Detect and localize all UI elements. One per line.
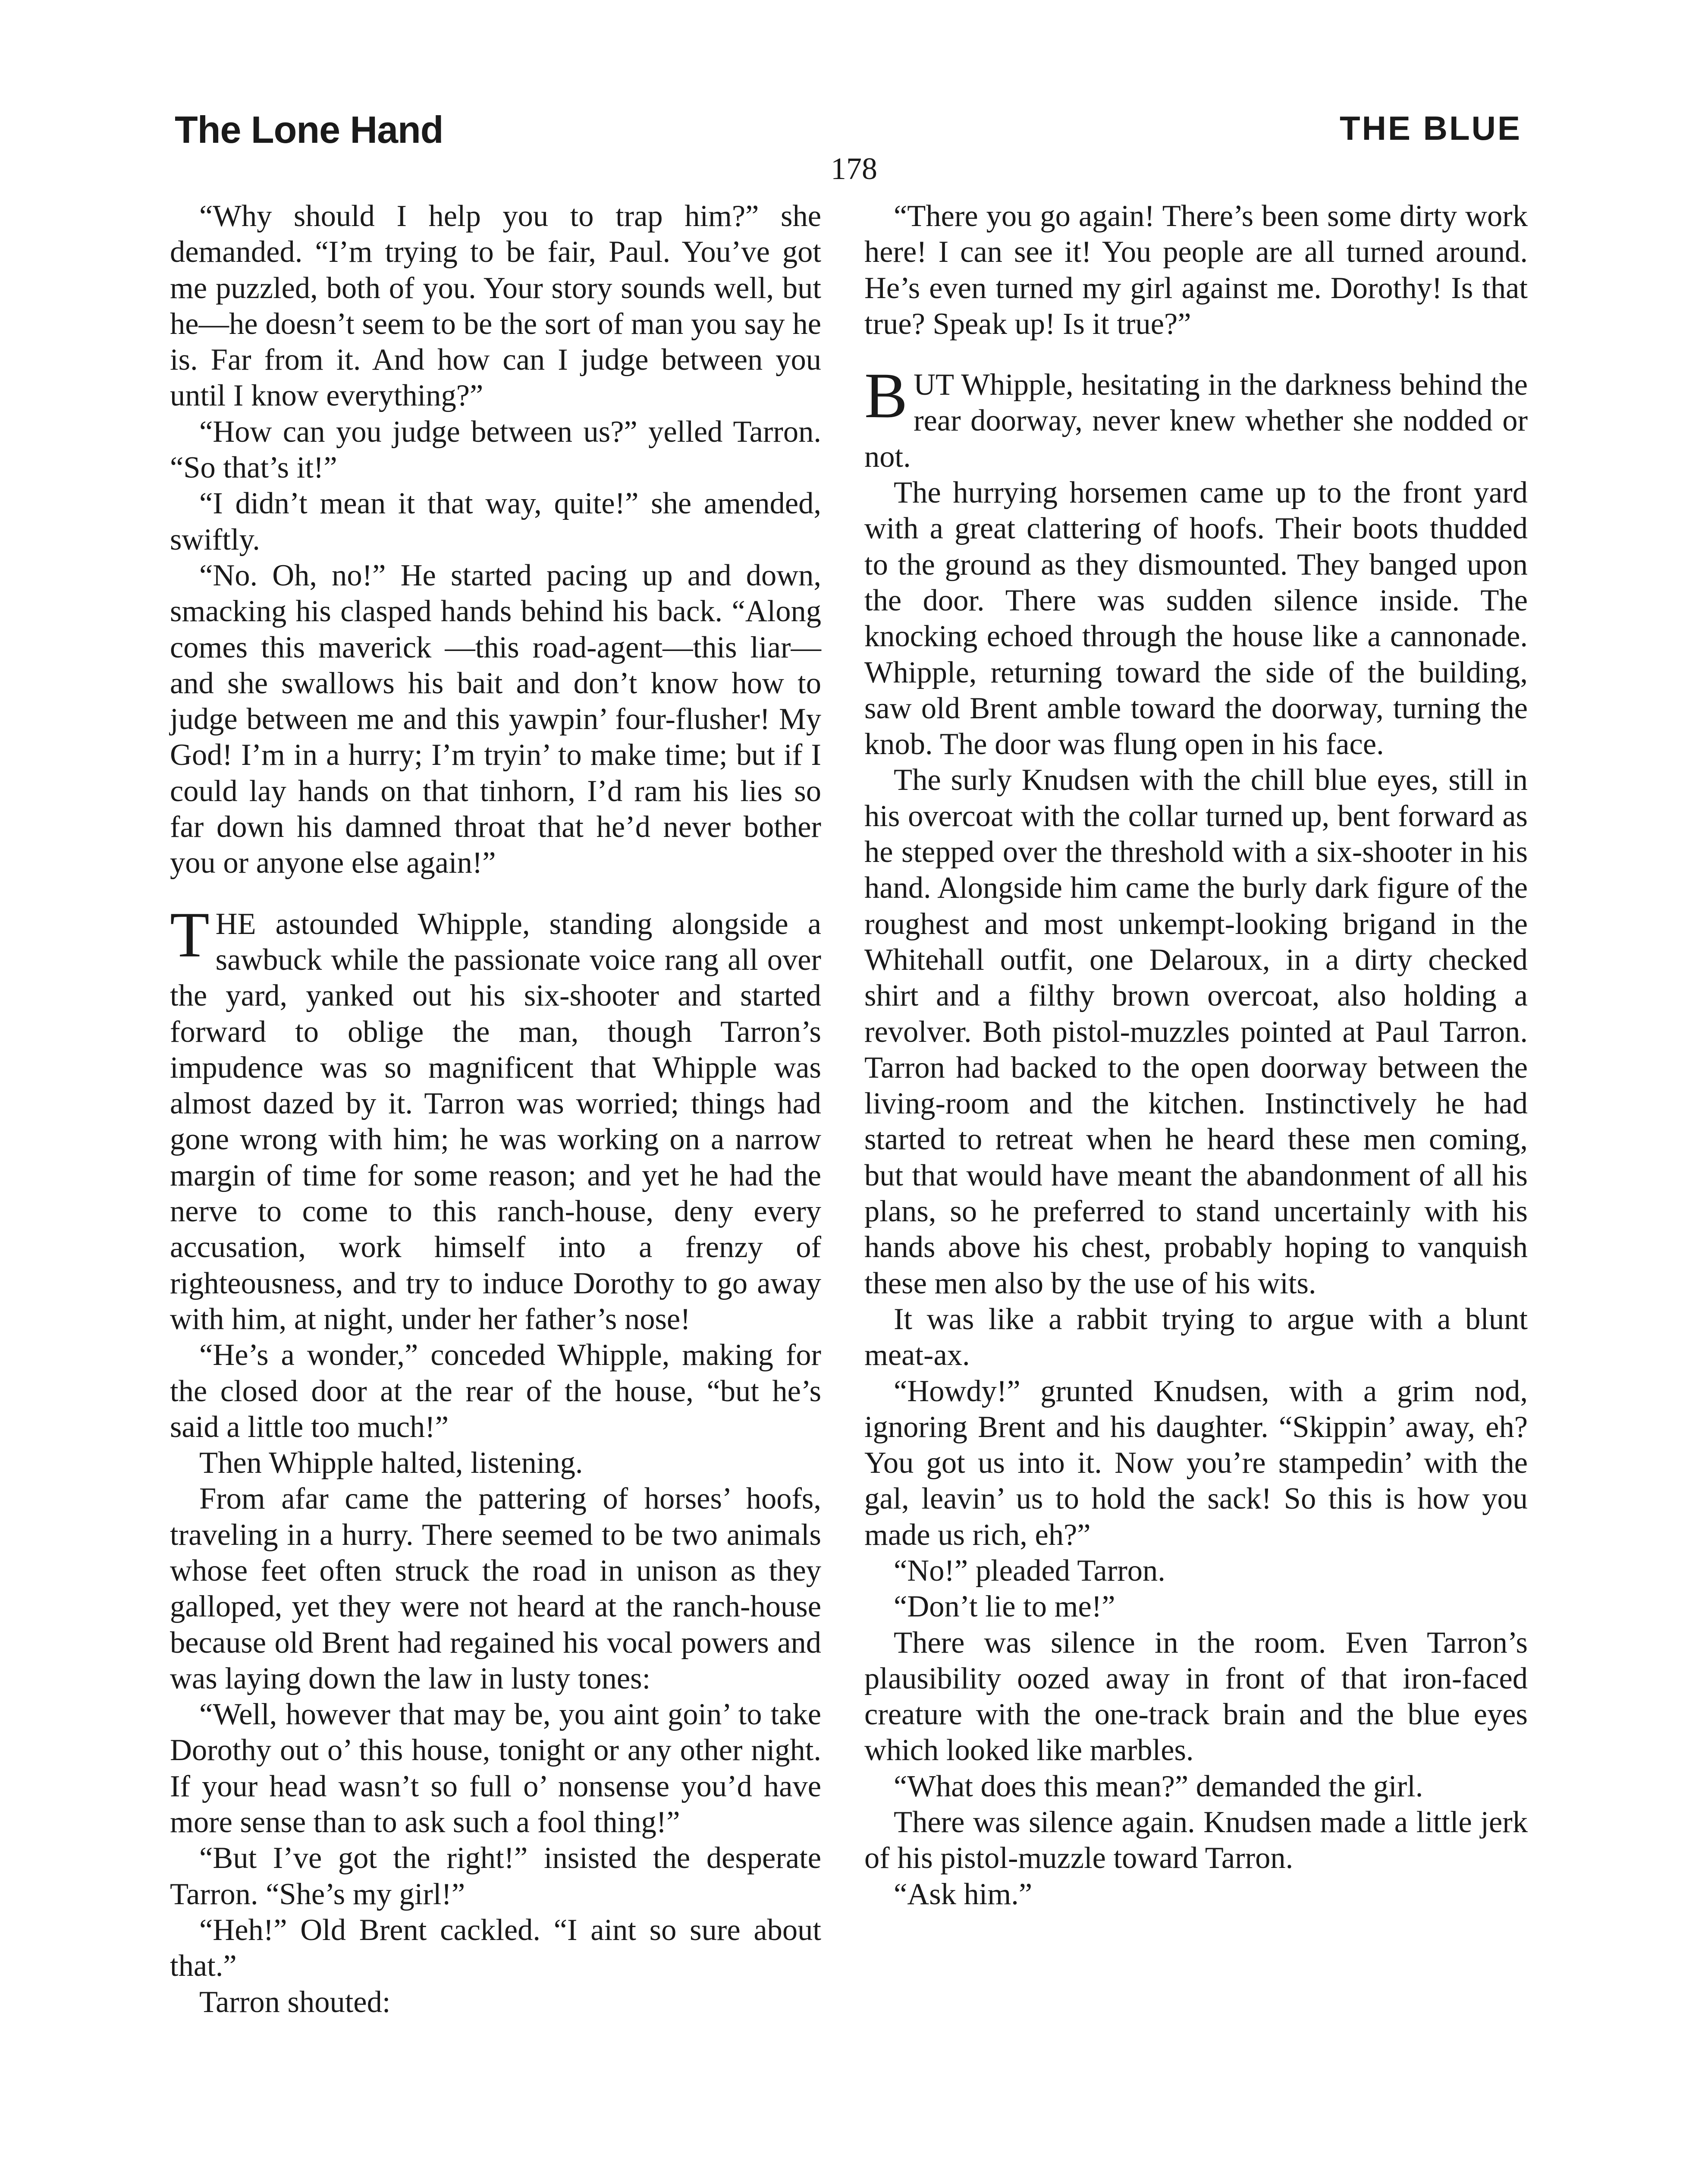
paragraph: “Howdy!” grunted Knudsen, with a grim nod, ignoring Brent and his daughter. “Skippin’ away, eh? You got us into it. Now you’re stampedin’ with the gal, leavin’ us to hold the sack! So this is how you made us rich, eh?” <box>864 1374 1528 1552</box>
paragraph: The surly Knudsen with the chill blue eyes, still in his overcoat with the collar turned up, bent forward as he stepped over the threshold with a six-shooter in his hand. Alongside him came the burly dark figure of the roughest and most unkempt-looking brigand in the Whitehall outfit, one Delaroux, in a dirty checked shirt and a filthy brown overcoat, also holding a revolver. Both pistol-muzzles pointed at Paul Tarron. Tarron had backed to the open doorway between the living-room and the kitchen. Instinctively he had started to retreat when he heard these men coming, but that would have meant the abandonment of all his plans, so he preferred to stand uncertainly with his hands above his chest, probably hoping to vanquish these men also by the use of his wits. <box>864 763 1528 1300</box>
paragraph: “But I’ve got the right!” insisted the desperate Tarron. “She’s my girl!” <box>170 1841 821 1911</box>
paragraph: From afar came the pattering of horses’ hoofs, traveling in a hurry. There seemed to be two animals whose feet often struck the road in unison as they galloped, yet they were not heard at the ranch-house because old Brent had regained his vocal powers and was laying down the law in lusty tones: <box>170 1482 821 1695</box>
paragraph: “How can you judge between us?” yelled Tarron. “So that’s it!” <box>170 415 821 485</box>
paragraph: “I didn’t mean it that way, quite!” she amended, swiftly. <box>170 487 821 557</box>
paragraph-text: HE astounded Whipple, standing alongside a sawbuck while the passionate voice rang all over the yard, yanked out his six-shooter and started forward to oblige the man, though Tarron’s impudence was so magnificent that Whipple was almost dazed by it. Tarron was worried; things had gone wrong with him; he was working on a narrow margin of time for some reason; and yet he had the nerve to come to this ranch-house, deny every accusation, work himself into a frenzy of righteousness, and try to induce Dorothy to go away with him, at night, under her father’s nose! <box>170 907 821 1336</box>
paragraph: Then Whipple halted, listening. <box>199 1446 583 1480</box>
section-paragraph <box>170 899 821 1338</box>
paragraph: “Heh!” Old Brent cackled. “I aint so sure about that.” <box>170 1913 821 1983</box>
paragraph: The hurrying horsemen came up to the front yard with a great clattering of hoofs. Their boots thudded to the ground as they dismounted. They banged upon the door. There was sudden silence inside. The knocking echoed through the house like a cannonade. Whipple, returning toward the side of the building, saw old Brent amble toward the doorway, turning the knob. The door was flung open in his face. <box>864 476 1528 761</box>
paragraph: There was silence in the room. Even Tarron’s plausibility oozed away in front of that iron-faced creature with the one-track brain and the blue eyes which looked like marbles. <box>864 1626 1528 1767</box>
section-paragraph <box>864 360 1528 475</box>
paragraph: It was like a rabbit trying to argue with a blunt meat-ax. <box>864 1302 1528 1372</box>
paragraph: “Don’t lie to me!” <box>894 1590 1115 1624</box>
paragraph: “No. Oh, no!” He started pacing up and down, smacking his clasped hands behind his back. “Along comes this maverick —this road-agent—this liar—and she swallows his bait and don’t know how to judge between me and this yawpin’ four-flusher! My God! I’m in a hurry; I’m tryin’ to make time; but if I could lay hands on that tinhorn, I’d ram his lies so far down his damned throat that he’d never bother you or anyone else again!” <box>170 558 821 880</box>
magazine-title: The Lone Hand <box>175 108 443 151</box>
drop-cap: T <box>170 899 210 971</box>
paragraph: “What does this mean?” demanded the girl. <box>894 1769 1423 1803</box>
paragraph-text: UT Whipple, hesitating in the darkness behind the rear doorway, never knew whether she nodded or not. <box>864 368 1528 474</box>
paragraph: “Ask him.” <box>894 1877 1033 1911</box>
story-title: THE BLUE <box>1340 109 1522 147</box>
paragraph: There was silence again. Knudsen made a little jerk of his pistol-muzzle toward Tarron. <box>864 1805 1528 1875</box>
paragraph: “No!” pleaded Tarron. <box>894 1553 1165 1588</box>
drop-cap: B <box>864 360 908 432</box>
paragraph: “Why should I help you to trap him?” she demanded. “I’m trying to be fair, Paul. You’ve got me puzzled, both of you. Your story sounds well, but he—he doesn’t seem to be the sort of man you say he is. Far from it. And how can I judge between you until I know everything?” <box>170 199 821 413</box>
right-column <box>864 198 1528 1912</box>
paragraph: “There you go again! There’s been some dirty work here! I can see it! You people are all turned around. He’s even turned my girl against me. Dorothy! Is that true? Speak up! Is it true?” <box>864 199 1528 341</box>
left-column <box>170 198 821 2020</box>
paragraph: Tarron shouted: <box>199 1985 391 2019</box>
paragraph: “He’s a wonder,” conceded Whipple, making for the closed door at the rear of the house, “but he’s said a little too much!” <box>170 1338 821 1444</box>
page-number: 178 <box>831 151 877 186</box>
paragraph: “Well, however that may be, you aint goin’ to take Dorothy out o’ this house, tonight or any other night. If your head wasn’t so full o’ nonsense you’d have more sense than to ask such a fool thing!” <box>170 1698 821 1839</box>
